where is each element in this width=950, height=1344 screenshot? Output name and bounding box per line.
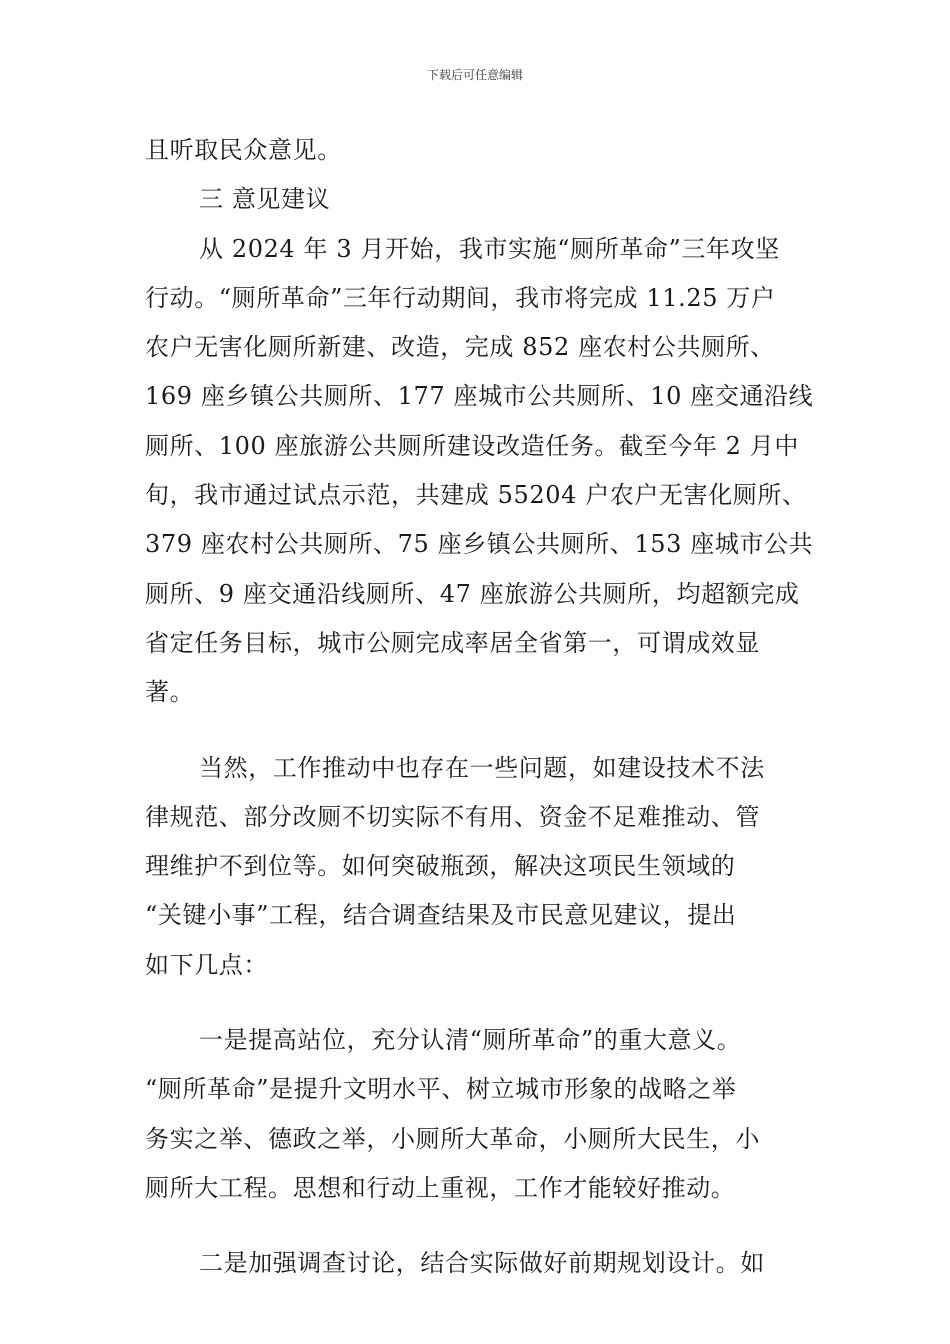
text-line: 厕所大工程。思想和行动上重视，工作才能较好推动。: [145, 1173, 736, 1202]
text-line: 厕所、9 座交通沿线厕所、47 座旅游公共厕所，均超额完成: [145, 579, 800, 608]
text-line: 169 座乡镇公共厕所、177 座城市公共厕所、10 座交通沿线: [145, 382, 814, 411]
text-line: 二是加强调查讨论，结合实际做好前期规划设计。如: [199, 1249, 765, 1278]
text-line: 省定任务目标，城市公厕完成率居全省第一，可谓成效显: [145, 628, 760, 657]
paragraph-gap: [145, 990, 807, 1016]
text-line: 一是提高站位，充分认清“厕所革命”的重大意义。: [199, 1026, 742, 1055]
document-body: [145, 126, 814, 1289]
text-line: 务实之举、德政之举，小厕所大革命，小厕所大民生，小: [145, 1124, 760, 1153]
text-line: “关键小事”工程，结合调查结果及市民意见建议，提出: [145, 901, 737, 930]
text-line: 农户无害化厕所新建、改造，完成 852 座农村公共厕所、: [145, 333, 775, 362]
text-line: 当然，工作推动中也存在一些问题，如建设技术不法: [199, 753, 765, 782]
text-line: 如下几点：: [145, 950, 268, 979]
text-line: 379 座农村公共厕所、75 座乡镇公共厕所、153 座城市公共: [145, 530, 814, 559]
text-line: “厕所革命”是提升文明水平、树立城市形象的战略之举: [145, 1075, 737, 1104]
text-line: 且听取民众意见。: [145, 136, 342, 164]
text-line: 旬，我市通过试点示范，共建成 55204 户农户无害化厕所、: [145, 481, 807, 510]
paragraph-gap: [145, 1213, 807, 1239]
text-line: 行动。“厕所革命”三年行动期间，我市将完成 11.25 万户: [145, 283, 776, 312]
paragraph-gap: [145, 718, 807, 744]
text-line: 律规范、部分改厕不切实际不有用、资金不足难推动、管: [145, 802, 760, 831]
text-line: 著。: [145, 678, 195, 707]
text-line: 厕所、100 座旅游公共厕所建设改造任务。截至今年 2 月中: [145, 431, 799, 460]
page-header: 下载后可任意编辑: [426, 68, 523, 82]
text-line: 理维护不到位等。如何突破瓶颈，解决这项民生领域的: [145, 852, 736, 881]
text-line: 三 意见建议: [199, 185, 331, 214]
text-line: 从 2024 年 3 月开始，我市实施“厕所革命”三年攻坚: [199, 234, 780, 263]
